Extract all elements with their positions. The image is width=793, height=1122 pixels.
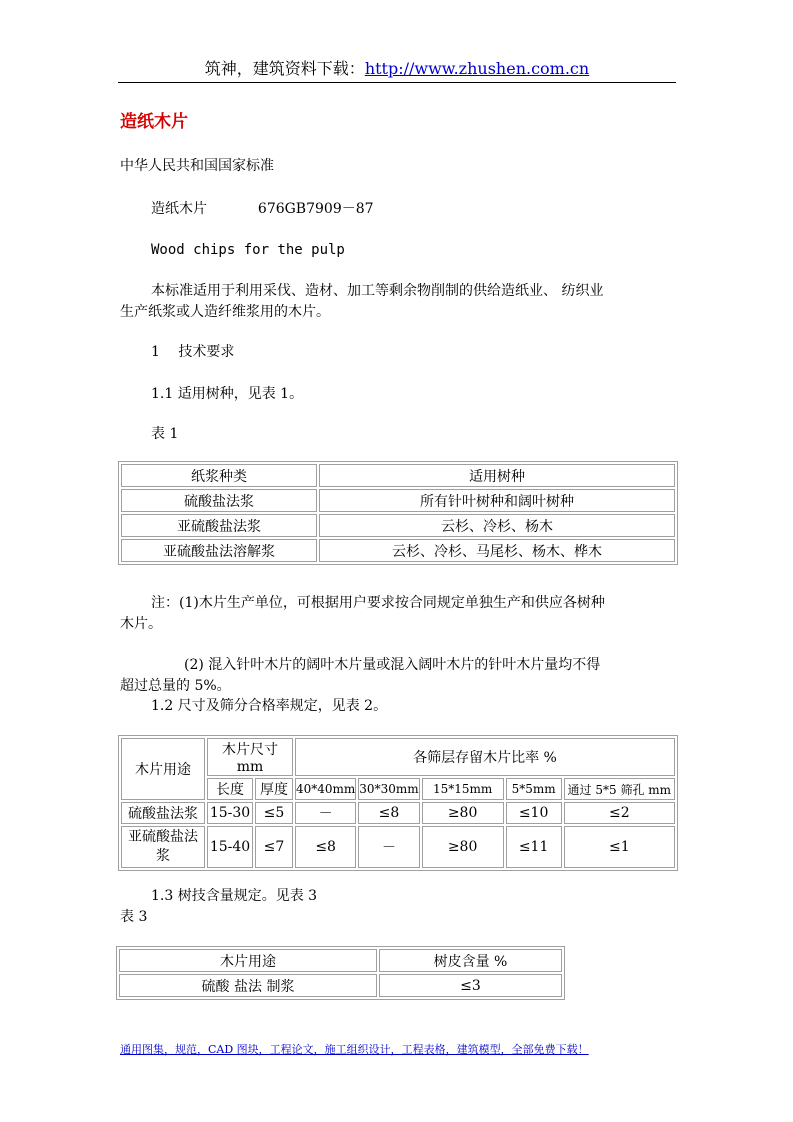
- table-2-subheader: 长度: [207, 778, 253, 800]
- table-row: [121, 826, 675, 868]
- table-cell: 硫酸盐法浆: [121, 802, 205, 824]
- table-cell: ≤8: [295, 826, 356, 868]
- table-2-subheader: 15*15mm: [422, 778, 504, 800]
- table-3-caption: 表 3: [120, 909, 148, 925]
- header-link[interactable]: http://www.zhushen.com.cn: [364, 59, 590, 78]
- table-cell: 15-30: [207, 802, 253, 824]
- table-row: [121, 489, 675, 512]
- table-cell: 云杉、冷杉、马尾杉、杨木、桦木: [319, 539, 675, 562]
- standard-name: 造纸木片: [151, 201, 207, 217]
- standard-code: 676GB7909－87: [257, 201, 374, 217]
- table-1: [118, 461, 678, 565]
- page-header: [118, 60, 676, 83]
- table-row: [119, 974, 562, 997]
- table-2-header: 木片用途: [121, 738, 205, 800]
- table-cell: －: [358, 826, 419, 868]
- table-cell: ≥80: [422, 802, 504, 824]
- clause-1-3: 1.3 树技含量规定。见表 3: [151, 888, 318, 904]
- table-cell: ≤10: [506, 802, 562, 824]
- table-2-subheader: 厚度: [255, 778, 293, 800]
- note-1-line-1: 注：(1)木片生产单位，可根据用户要求按合同规定单独生产和供应各树种: [151, 595, 605, 611]
- note-1-line-2: 木片。: [120, 616, 162, 632]
- table-cell: ≥80: [422, 826, 504, 868]
- table-2-header: 木片尺寸 mm: [207, 738, 293, 776]
- table-cell: 亚硫酸盐法浆: [121, 514, 317, 537]
- table-cell: 亚硫酸盐法浆: [121, 826, 205, 868]
- table-cell: 云杉、冷杉、杨木: [319, 514, 675, 537]
- table-cell: ≤11: [506, 826, 562, 868]
- section-heading: 1 技术要求: [151, 344, 235, 360]
- scope-line-2: 生产纸浆或人造纤维浆用的木片。: [120, 304, 330, 320]
- note-2-line-1: (2) 混入针叶木片的阔叶木片量或混入阔叶木片的针叶木片量均不得: [184, 657, 601, 673]
- table-cell: －: [295, 802, 356, 824]
- table-cell: ≤2: [564, 802, 675, 824]
- table-cell: ≤5: [255, 802, 293, 824]
- table-2-subheader: 通过 5*5 筛孔 mm: [564, 778, 675, 800]
- english-title: Wood chips for the pulp: [151, 242, 345, 258]
- clause-1-1: 1.1 适用树种，见表 1。: [151, 386, 304, 402]
- table-cell: 亚硫酸盐法溶解浆: [121, 539, 317, 562]
- table-3-header: 树皮含量 %: [379, 949, 562, 972]
- table-cell: 所有针叶树种和阔叶树种: [319, 489, 675, 512]
- footer-link[interactable]: 通用图集，规范，CAD 图块，工程论文，施工组织设计，工程表格，建筑模型，全部免费下载！: [120, 1043, 589, 1056]
- standard-caption: 中华人民共和国国家标准: [120, 158, 274, 174]
- table-row: [121, 539, 675, 562]
- table-cell: 15-40: [207, 826, 253, 868]
- table-cell: ≤7: [255, 826, 293, 868]
- table-row: [121, 802, 675, 824]
- table-2: [118, 735, 678, 871]
- table-cell: 硫酸盐法浆: [121, 489, 317, 512]
- table-3: [116, 946, 565, 1000]
- clause-1-2: 1.2 尺寸及筛分合格率规定，见表 2。: [151, 698, 388, 714]
- table-3-header: 木片用途: [119, 949, 377, 972]
- table-cell: ≤1: [564, 826, 675, 868]
- table-2-subheader: 30*30mm: [358, 778, 419, 800]
- table-2-subheader: 40*40mm: [295, 778, 356, 800]
- table-row: [121, 514, 675, 537]
- scope-line-1: 本标准适用于利用采伐、造材、加工等剩余物削制的供给造纸业、 纺织业: [151, 283, 604, 299]
- table-1-caption: 表 1: [151, 426, 179, 442]
- table-2-header: 各筛层存留木片比率 %: [295, 738, 675, 776]
- table-cell: 硫酸 盐法 制浆: [119, 974, 377, 997]
- table-1-header: 纸浆种类: [121, 464, 317, 487]
- table-cell: ≤3: [379, 974, 562, 997]
- table-1-header: 适用树种: [319, 464, 675, 487]
- note-2-line-2: 超过总量的 5%。: [120, 678, 231, 694]
- table-cell: ≤8: [358, 802, 419, 824]
- document-title: 造纸木片: [120, 112, 188, 132]
- table-2-subheader: 5*5mm: [506, 778, 562, 800]
- header-prefix: 筑神，建筑资料下载：: [204, 59, 365, 78]
- standard-name-line: [151, 199, 374, 220]
